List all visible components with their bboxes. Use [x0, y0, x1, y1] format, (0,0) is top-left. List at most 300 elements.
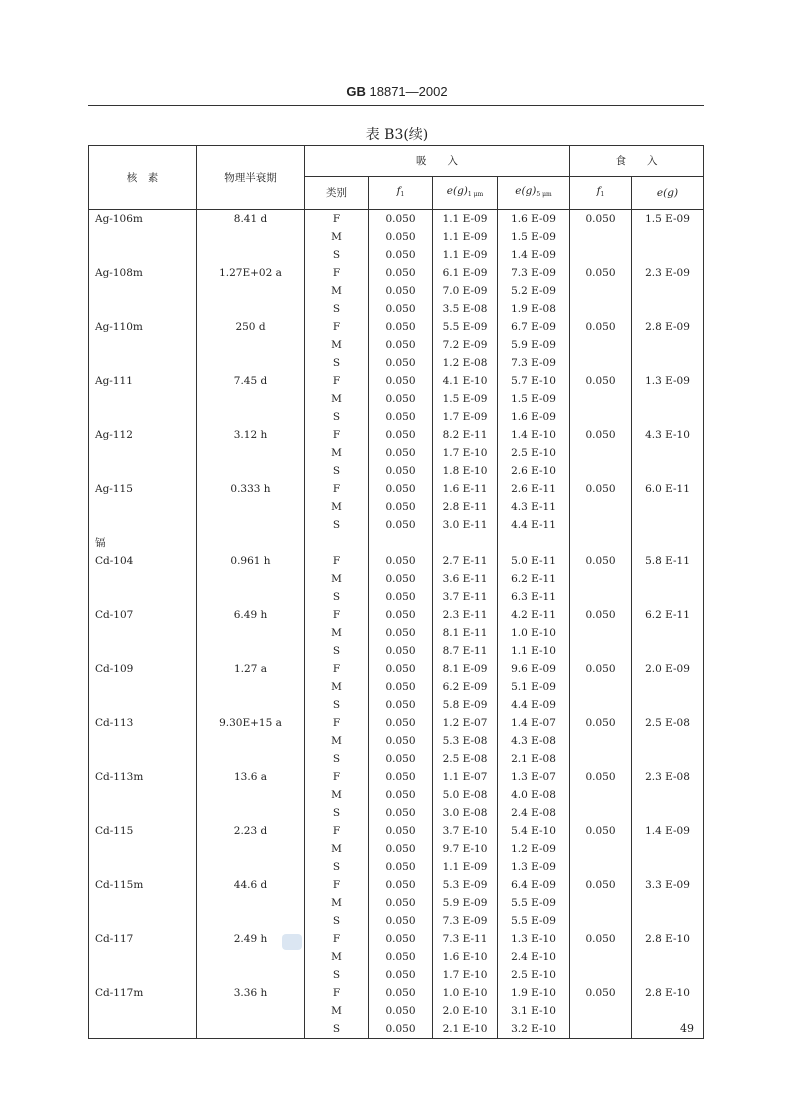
ing-e-cell — [632, 786, 704, 804]
half-life-cell — [197, 696, 305, 714]
table-row — [89, 930, 704, 948]
e-1um-cell: 8.7 E-11 — [433, 642, 498, 660]
inh-f1-cell: 0.050 — [369, 948, 433, 966]
inh-f1-cell: 0.050 — [369, 786, 433, 804]
table-caption: 表 B3(续) — [365, 127, 429, 143]
nuclide-cell — [89, 966, 197, 984]
e-5um-cell: 5.1 E-09 — [498, 678, 570, 696]
type-cell: M — [305, 444, 369, 462]
type-cell: F — [305, 660, 369, 678]
ing-f1-cell — [570, 804, 632, 822]
table-row — [89, 678, 704, 696]
ing-e-cell — [632, 516, 704, 534]
e-1um-cell: 1.2 E-08 — [433, 354, 498, 372]
inh-f1-cell: 0.050 — [369, 480, 433, 498]
col-header-inhalation: 吸 入 — [305, 146, 570, 177]
e-1um-cell: 5.5 E-09 — [433, 318, 498, 336]
half-life-cell — [197, 894, 305, 912]
col-header-nuclide: 核 素 — [89, 146, 197, 210]
nuclide-cell: Cd-115 — [89, 822, 197, 840]
ing-f1-cell: 0.050 — [570, 264, 632, 282]
half-life-cell: 2.49 h — [197, 930, 305, 948]
e-1um-cell: 3.0 E-08 — [433, 804, 498, 822]
inh-f1-cell: 0.050 — [369, 354, 433, 372]
nuclide-cell — [89, 804, 197, 822]
half-life-cell — [197, 444, 305, 462]
empty-cell — [433, 534, 498, 552]
e-5um-cell: 1.4 E-09 — [498, 246, 570, 264]
group-label: 镉 — [89, 534, 197, 552]
e-5um-cell: 1.0 E-10 — [498, 624, 570, 642]
e-5um-cell: 4.4 E-11 — [498, 516, 570, 534]
ing-f1-cell — [570, 624, 632, 642]
e-1um-cell: 3.0 E-11 — [433, 516, 498, 534]
e-base: e(g) — [656, 187, 679, 199]
table-row — [89, 912, 704, 930]
half-life-cell: 2.23 d — [197, 822, 305, 840]
nuclide-cell: Cd-115m — [89, 876, 197, 894]
ing-e-cell — [632, 642, 704, 660]
half-life-cell — [197, 678, 305, 696]
ing-e-cell — [632, 840, 704, 858]
table-row — [89, 894, 704, 912]
ing-e-cell — [632, 408, 704, 426]
half-life-cell — [197, 300, 305, 318]
table-row — [89, 408, 704, 426]
half-life-cell: 0.333 h — [197, 480, 305, 498]
table-row — [89, 480, 704, 498]
table-row — [89, 318, 704, 336]
type-cell: M — [305, 336, 369, 354]
inh-f1-cell: 0.050 — [369, 570, 433, 588]
e-1um-cell: 7.3 E-09 — [433, 912, 498, 930]
e-1um-cell: 2.1 E-10 — [433, 1020, 498, 1039]
type-cell: S — [305, 516, 369, 534]
type-cell: F — [305, 264, 369, 282]
col-header-half-life: 物理半衰期 — [197, 146, 305, 210]
e1-sub: 1 μm — [467, 191, 484, 198]
type-cell: M — [305, 840, 369, 858]
ing-e-cell — [632, 804, 704, 822]
ing-e-cell: 2.3 E-08 — [632, 768, 704, 786]
ing-e-cell — [632, 732, 704, 750]
ing-e-cell — [632, 588, 704, 606]
ing-e-cell: 2.8 E-10 — [632, 984, 704, 1002]
nuclide-cell — [89, 228, 197, 246]
type-cell: M — [305, 498, 369, 516]
nuclide-cell — [89, 300, 197, 318]
inh-f1-cell: 0.050 — [369, 300, 433, 318]
e-base: e(g) — [515, 185, 537, 197]
e-5um-cell: 6.7 E-09 — [498, 318, 570, 336]
half-life-cell — [197, 408, 305, 426]
inh-f1-cell: 0.050 — [369, 210, 433, 229]
e-5um-cell: 6.2 E-11 — [498, 570, 570, 588]
half-life-cell: 3.12 h — [197, 426, 305, 444]
half-life-cell — [197, 354, 305, 372]
half-life-cell: 1.27 a — [197, 660, 305, 678]
nuclide-cell: Ag-110m — [89, 318, 197, 336]
e-5um-cell: 2.6 E-10 — [498, 462, 570, 480]
ing-f1-cell — [570, 750, 632, 768]
half-life-cell — [197, 624, 305, 642]
e-1um-cell: 6.2 E-09 — [433, 678, 498, 696]
ing-e-cell — [632, 228, 704, 246]
ing-f1-cell — [570, 570, 632, 588]
ing-f1-cell — [570, 516, 632, 534]
inh-f1-cell: 0.050 — [369, 552, 433, 570]
half-life-cell — [197, 462, 305, 480]
table-row — [89, 768, 704, 786]
e-5um-cell: 7.3 E-09 — [498, 264, 570, 282]
e-1um-cell: 5.3 E-09 — [433, 876, 498, 894]
type-cell: F — [305, 480, 369, 498]
inh-f1-cell: 0.050 — [369, 462, 433, 480]
e-5um-cell: 1.3 E-07 — [498, 768, 570, 786]
inh-f1-cell: 0.050 — [369, 876, 433, 894]
nuclide-cell — [89, 390, 197, 408]
inh-f1-cell: 0.050 — [369, 768, 433, 786]
inh-f1-cell: 0.050 — [369, 984, 433, 1002]
e-5um-cell: 4.2 E-11 — [498, 606, 570, 624]
e-1um-cell: 3.7 E-11 — [433, 588, 498, 606]
type-cell: S — [305, 750, 369, 768]
e-5um-cell: 2.1 E-08 — [498, 750, 570, 768]
ing-f1-cell — [570, 840, 632, 858]
nuclide-cell: Ag-106m — [89, 210, 197, 229]
table-row — [89, 840, 704, 858]
inh-f1-cell: 0.050 — [369, 426, 433, 444]
table-row — [89, 426, 704, 444]
e-1um-cell: 9.7 E-10 — [433, 840, 498, 858]
half-life-cell: 3.36 h — [197, 984, 305, 1002]
type-cell: F — [305, 426, 369, 444]
ing-f1-cell: 0.050 — [570, 606, 632, 624]
type-cell: M — [305, 732, 369, 750]
nuclide-cell — [89, 840, 197, 858]
e-5um-cell: 5.0 E-11 — [498, 552, 570, 570]
ing-e-cell — [632, 1002, 704, 1020]
half-life-cell — [197, 498, 305, 516]
table-row — [89, 822, 704, 840]
empty-cell — [305, 534, 369, 552]
half-life-cell — [197, 1002, 305, 1020]
e-5um-cell: 5.2 E-09 — [498, 282, 570, 300]
type-cell: M — [305, 678, 369, 696]
table-row — [89, 246, 704, 264]
e-5um-cell: 6.3 E-11 — [498, 588, 570, 606]
empty-cell — [632, 534, 704, 552]
type-cell: S — [305, 1020, 369, 1039]
nuclide-cell: Cd-113 — [89, 714, 197, 732]
e-5um-cell: 1.4 E-07 — [498, 714, 570, 732]
type-cell: F — [305, 876, 369, 894]
type-cell: M — [305, 948, 369, 966]
inh-f1-cell: 0.050 — [369, 840, 433, 858]
half-life-cell — [197, 642, 305, 660]
inh-f1-cell: 0.050 — [369, 336, 433, 354]
e-1um-cell: 1.2 E-07 — [433, 714, 498, 732]
half-life-cell — [197, 228, 305, 246]
e-5um-cell: 1.6 E-09 — [498, 210, 570, 229]
ing-e-cell — [632, 912, 704, 930]
e-5um-cell: 4.4 E-09 — [498, 696, 570, 714]
half-life-cell: 0.961 h — [197, 552, 305, 570]
e-5um-cell: 2.4 E-08 — [498, 804, 570, 822]
type-cell: S — [305, 912, 369, 930]
half-life-cell — [197, 966, 305, 984]
ing-f1-cell — [570, 462, 632, 480]
ing-e-cell — [632, 354, 704, 372]
type-cell: F — [305, 930, 369, 948]
col-header-e-5um — [498, 177, 570, 210]
table-row — [89, 984, 704, 1002]
ing-e-cell: 6.0 E-11 — [632, 480, 704, 498]
nuclide-cell — [89, 732, 197, 750]
empty-cell — [498, 534, 570, 552]
e-5um-cell: 1.3 E-10 — [498, 930, 570, 948]
e-1um-cell: 1.7 E-10 — [433, 444, 498, 462]
e-1um-cell: 1.1 E-07 — [433, 768, 498, 786]
nuclide-cell: Ag-111 — [89, 372, 197, 390]
e-1um-cell: 1.7 E-10 — [433, 966, 498, 984]
e-5um-cell: 1.5 E-09 — [498, 228, 570, 246]
nuclide-cell — [89, 696, 197, 714]
table-row — [89, 210, 704, 229]
ing-e-cell — [632, 246, 704, 264]
header-rule — [88, 105, 704, 106]
table-body — [89, 210, 704, 1039]
inh-f1-cell: 0.050 — [369, 282, 433, 300]
nuclide-cell — [89, 282, 197, 300]
ing-f1-cell: 0.050 — [570, 660, 632, 678]
e-5um-cell: 1.1 E-10 — [498, 642, 570, 660]
ing-f1-cell: 0.050 — [570, 318, 632, 336]
e-5um-cell: 2.5 E-10 — [498, 966, 570, 984]
e-1um-cell: 1.8 E-10 — [433, 462, 498, 480]
nuclide-cell: Cd-117m — [89, 984, 197, 1002]
ing-f1-cell — [570, 786, 632, 804]
inh-f1-cell: 0.050 — [369, 858, 433, 876]
table-row — [89, 948, 704, 966]
half-life-cell: 6.49 h — [197, 606, 305, 624]
ing-f1-cell — [570, 300, 632, 318]
document-header — [0, 84, 794, 99]
e-1um-cell: 1.1 E-09 — [433, 858, 498, 876]
ing-f1-cell — [570, 858, 632, 876]
half-life-cell — [197, 948, 305, 966]
e-1um-cell: 2.5 E-08 — [433, 750, 498, 768]
half-life-cell — [197, 246, 305, 264]
ing-e-cell: 3.3 E-09 — [632, 876, 704, 894]
ing-e-cell: 2.0 E-09 — [632, 660, 704, 678]
ing-e-cell — [632, 696, 704, 714]
e-1um-cell: 5.9 E-09 — [433, 894, 498, 912]
inh-f1-cell: 0.050 — [369, 516, 433, 534]
ing-e-cell — [632, 678, 704, 696]
e-5um-cell: 5.4 E-10 — [498, 822, 570, 840]
e-1um-cell: 7.3 E-11 — [433, 930, 498, 948]
type-cell: M — [305, 228, 369, 246]
col-header-type: 类别 — [305, 177, 369, 210]
table-row — [89, 336, 704, 354]
type-cell: F — [305, 210, 369, 229]
ing-f1-cell — [570, 246, 632, 264]
ing-f1-cell: 0.050 — [570, 480, 632, 498]
table-row — [89, 750, 704, 768]
inh-f1-cell: 0.050 — [369, 390, 433, 408]
nuclide-cell — [89, 858, 197, 876]
inh-f1-cell: 0.050 — [369, 894, 433, 912]
table-row — [89, 282, 704, 300]
e-1um-cell: 1.1 E-09 — [433, 210, 498, 229]
group-row — [89, 534, 704, 552]
inh-f1-cell: 0.050 — [369, 804, 433, 822]
table-row — [89, 804, 704, 822]
nuclide-cell — [89, 948, 197, 966]
nuclide-cell: Ag-112 — [89, 426, 197, 444]
e-5um-cell: 4.3 E-08 — [498, 732, 570, 750]
half-life-cell: 1.27E+02 a — [197, 264, 305, 282]
nuclide-cell — [89, 1002, 197, 1020]
half-life-cell: 250 d — [197, 318, 305, 336]
type-cell: M — [305, 1002, 369, 1020]
table-row — [89, 588, 704, 606]
ing-e-cell — [632, 894, 704, 912]
nuclide-cell: Ag-115 — [89, 480, 197, 498]
ing-e-cell: 1.5 E-09 — [632, 210, 704, 229]
e-5um-cell: 5.5 E-09 — [498, 912, 570, 930]
half-life-cell — [197, 750, 305, 768]
nuclide-cell — [89, 462, 197, 480]
empty-cell — [570, 534, 632, 552]
ing-e-cell: 2.3 E-09 — [632, 264, 704, 282]
half-life-cell — [197, 588, 305, 606]
watermark-stamp — [282, 934, 302, 950]
type-cell: S — [305, 300, 369, 318]
ing-f1-cell — [570, 948, 632, 966]
ing-e-cell — [632, 570, 704, 588]
ing-f1-cell: 0.050 — [570, 984, 632, 1002]
type-cell: F — [305, 714, 369, 732]
table-row — [89, 786, 704, 804]
e-1um-cell: 3.7 E-10 — [433, 822, 498, 840]
ing-e-cell: 1.3 E-09 — [632, 372, 704, 390]
e-5um-cell: 1.9 E-10 — [498, 984, 570, 1002]
inh-f1-cell: 0.050 — [369, 732, 433, 750]
inh-f1-cell: 0.050 — [369, 912, 433, 930]
type-cell: M — [305, 894, 369, 912]
f1-sub: 1 — [400, 191, 405, 198]
inh-f1-cell: 0.050 — [369, 660, 433, 678]
e5-sub: 5 μm — [536, 191, 552, 198]
nuclide-cell — [89, 786, 197, 804]
ing-e-cell: 6.2 E-11 — [632, 606, 704, 624]
ing-f1-cell — [570, 696, 632, 714]
e-5um-cell: 2.6 E-11 — [498, 480, 570, 498]
e-5um-cell: 5.9 E-09 — [498, 336, 570, 354]
ing-f1-cell — [570, 354, 632, 372]
half-life-cell: 44.6 d — [197, 876, 305, 894]
inh-f1-cell: 0.050 — [369, 408, 433, 426]
table-row — [89, 624, 704, 642]
e-1um-cell: 1.6 E-10 — [433, 948, 498, 966]
half-life-cell — [197, 912, 305, 930]
nuclide-cell: Cd-113m — [89, 768, 197, 786]
e-1um-cell: 2.0 E-10 — [433, 1002, 498, 1020]
e-1um-cell: 6.1 E-09 — [433, 264, 498, 282]
inh-f1-cell: 0.050 — [369, 264, 433, 282]
half-life-cell — [197, 858, 305, 876]
ing-e-cell: 2.8 E-09 — [632, 318, 704, 336]
nuclide-cell: Cd-104 — [89, 552, 197, 570]
ing-f1-cell — [570, 894, 632, 912]
ing-f1-cell: 0.050 — [570, 930, 632, 948]
table-row — [89, 660, 704, 678]
table-row — [89, 696, 704, 714]
ing-e-cell — [632, 336, 704, 354]
col-header-e-1um — [433, 177, 498, 210]
ing-f1-cell — [570, 336, 632, 354]
ing-e-cell — [632, 444, 704, 462]
table-row — [89, 732, 704, 750]
ing-f1-cell — [570, 912, 632, 930]
e-5um-cell: 9.6 E-09 — [498, 660, 570, 678]
e-1um-cell: 5.8 E-09 — [433, 696, 498, 714]
type-cell: S — [305, 858, 369, 876]
nuclide-cell: Cd-107 — [89, 606, 197, 624]
half-life-cell: 13.6 a — [197, 768, 305, 786]
e-5um-cell: 7.3 E-09 — [498, 354, 570, 372]
nuclide-cell: Cd-109 — [89, 660, 197, 678]
type-cell: F — [305, 372, 369, 390]
f1-base: f — [596, 185, 601, 197]
e-1um-cell: 8.1 E-11 — [433, 624, 498, 642]
e-1um-cell: 3.5 E-08 — [433, 300, 498, 318]
col-header-ing-e — [632, 177, 704, 210]
nuclide-cell — [89, 912, 197, 930]
nuclide-cell — [89, 894, 197, 912]
ing-f1-cell: 0.050 — [570, 372, 632, 390]
empty-cell — [197, 534, 305, 552]
table-row — [89, 714, 704, 732]
inh-f1-cell: 0.050 — [369, 696, 433, 714]
inh-f1-cell: 0.050 — [369, 714, 433, 732]
ing-e-cell: 5.8 E-11 — [632, 552, 704, 570]
e-1um-cell: 8.2 E-11 — [433, 426, 498, 444]
ing-f1-cell — [570, 228, 632, 246]
inh-f1-cell: 0.050 — [369, 588, 433, 606]
inh-f1-cell: 0.050 — [369, 678, 433, 696]
e-5um-cell: 4.3 E-11 — [498, 498, 570, 516]
table-row — [89, 1002, 704, 1020]
ing-e-cell — [632, 300, 704, 318]
type-cell: S — [305, 588, 369, 606]
inh-f1-cell: 0.050 — [369, 750, 433, 768]
nuclide-cell — [89, 246, 197, 264]
table-row — [89, 300, 704, 318]
table-row — [89, 966, 704, 984]
inh-f1-cell: 0.050 — [369, 1002, 433, 1020]
ing-f1-cell — [570, 732, 632, 750]
e-5um-cell: 1.4 E-10 — [498, 426, 570, 444]
e-5um-cell: 1.6 E-09 — [498, 408, 570, 426]
ing-f1-cell: 0.050 — [570, 210, 632, 229]
table-row — [89, 1020, 704, 1039]
table-row — [89, 228, 704, 246]
e-1um-cell: 4.1 E-10 — [433, 372, 498, 390]
col-header-ing-f1 — [570, 177, 632, 210]
